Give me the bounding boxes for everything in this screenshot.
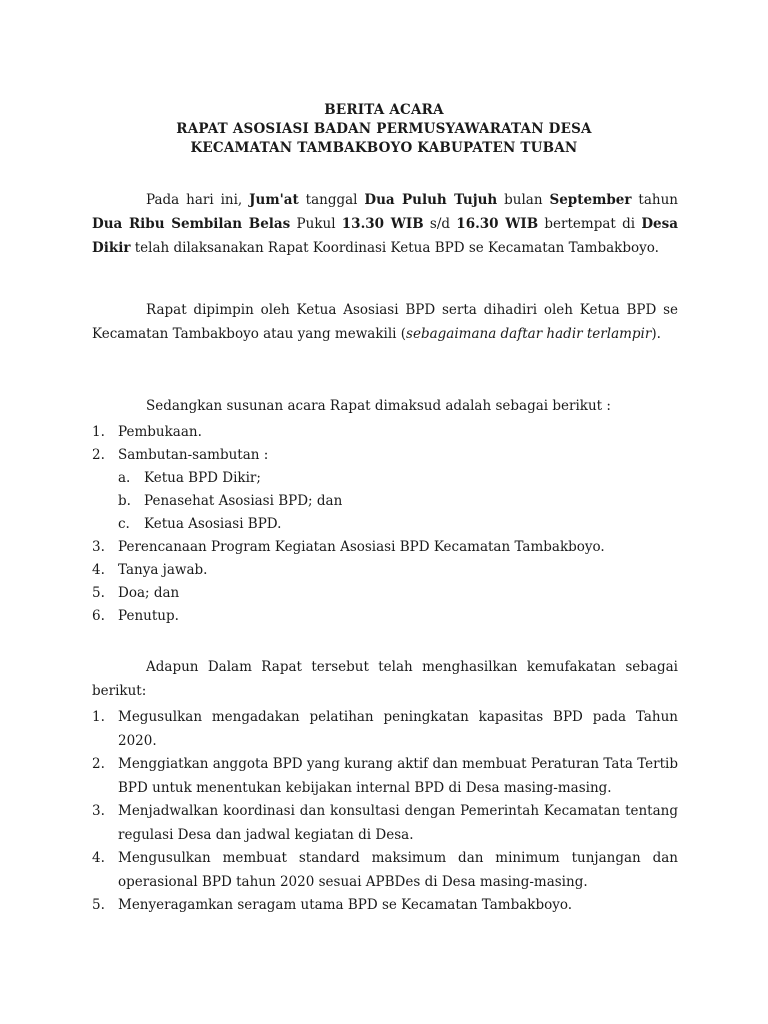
agenda-list xyxy=(92,421,678,628)
meeting-start-time: 13.30 WIB xyxy=(341,216,424,232)
list-number: 5. xyxy=(92,897,105,913)
list-item-text: Perencanaan Program Kegiatan Asosiasi BPD Kecamatan Tambakboyo. xyxy=(118,539,605,555)
text-segment: tanggal xyxy=(298,192,365,208)
list-number: 1. xyxy=(92,424,105,440)
list-item-text: Mengusulkan membuat standard maksimum dan minimum tunjangan dan operasional BPD tahun 2020 sesuai APBDes di Desa masing-masing. xyxy=(118,850,678,890)
chair-paragraph xyxy=(92,298,678,346)
list-item xyxy=(92,559,678,582)
attendance-note: sebagaimana daftar hadir terlampir xyxy=(406,326,652,342)
list-number: 2. xyxy=(92,756,105,772)
list-item-text: Menjadwalkan koordinasi dan konsultasi dengan Pemerintah Kecamatan tentang regulasi Desa dan jadwal kegiatan di Desa. xyxy=(118,803,678,843)
meeting-month: September xyxy=(549,192,632,208)
list-item xyxy=(92,894,678,918)
list-number: 5. xyxy=(92,585,105,601)
list-item xyxy=(92,800,678,847)
sub-list-item-text: Ketua Asosiasi BPD. xyxy=(144,516,282,532)
list-item xyxy=(92,706,678,753)
list-item xyxy=(92,444,678,536)
sub-list-item-text: Ketua BPD Dikir; xyxy=(144,470,261,486)
sub-list-item xyxy=(118,467,678,490)
meeting-date: Dua Puluh Tujuh xyxy=(364,192,498,208)
agenda-intro-text: Sedangkan susunan acara Rapat dimaksud adalah sebagai berikut : xyxy=(146,398,611,414)
list-item-text: Menggiatkan anggota BPD yang kurang aktif dan membuat Peraturan Tata Tertib BPD untuk menentukan kebijakan internal BPD di Desa masing-masing. xyxy=(118,756,678,796)
list-item-text: Pembukaan. xyxy=(118,424,202,440)
sub-list-letter: c. xyxy=(118,516,130,532)
text-segment: s/d xyxy=(423,216,457,232)
document-title: BERITA ACARA xyxy=(324,102,444,118)
text-segment: Pukul xyxy=(290,216,342,232)
agenda-intro-paragraph xyxy=(92,394,678,418)
list-number: 1. xyxy=(92,709,105,725)
text-segment: Rapat dipimpin oleh Ketua Asosiasi BPD serta dihadiri oleh Ketua BPD se Kecamatan Tambakboyo atau yang mewakili ( xyxy=(92,302,678,342)
list-item xyxy=(92,753,678,800)
list-item xyxy=(92,605,678,628)
document-subtitle-line-1: RAPAT ASOSIASI BADAN PERMUSYAWARATAN DESA xyxy=(176,121,592,137)
sub-list-item-text: Penasehat Asosiasi BPD; dan xyxy=(144,493,343,509)
list-item-text: Doa; dan xyxy=(118,585,180,601)
sub-list-item xyxy=(118,490,678,513)
text-segment: ). xyxy=(651,326,661,342)
list-item xyxy=(92,421,678,444)
list-item-text: Megusulkan mengadakan pelatihan peningkatan kapasitas BPD pada Tahun 2020. xyxy=(118,709,678,749)
text-segment: bulan xyxy=(497,192,550,208)
list-item xyxy=(92,536,678,559)
list-number: 4. xyxy=(92,562,105,578)
meeting-end-time: 16.30 WIB xyxy=(456,216,539,232)
list-number: 2. xyxy=(92,447,105,463)
text-segment: Pada hari ini, xyxy=(146,192,250,208)
meeting-place: Desa Dikir xyxy=(92,216,678,256)
sub-list xyxy=(118,467,678,536)
text-segment: telah dilaksanakan Rapat Koordinasi Ketua BPD se Kecamatan Tambakboyo. xyxy=(130,240,659,256)
meeting-year: Dua Ribu Sembilan Belas xyxy=(92,216,291,232)
document-subtitle-line-2: KECAMATAN TAMBAKBOYO KABUPATEN TUBAN xyxy=(190,140,578,156)
list-item-text: Menyeragamkan seragam utama BPD se Kecamatan Tambakboyo. xyxy=(118,897,573,913)
list-number: 3. xyxy=(92,539,105,555)
list-number: 4. xyxy=(92,850,105,866)
results-list xyxy=(92,706,678,918)
list-item-text: Sambutan-sambutan : xyxy=(118,447,269,463)
text-segment: tahun xyxy=(631,192,678,208)
results-intro-paragraph xyxy=(92,655,678,703)
opening-paragraph xyxy=(92,188,678,260)
text-segment: bertempat di xyxy=(538,216,642,232)
list-number: 3. xyxy=(92,803,105,819)
list-number: 6. xyxy=(92,608,105,624)
sub-list-letter: b. xyxy=(118,493,131,509)
list-item-text: Tanya jawab. xyxy=(118,562,208,578)
results-intro-text: Adapun Dalam Rapat tersebut telah menghasilkan kemufakatan sebagai berikut: xyxy=(92,659,678,699)
meeting-day: Jum'at xyxy=(249,192,299,208)
list-item xyxy=(92,847,678,894)
sub-list-letter: a. xyxy=(118,470,131,486)
list-item-text: Penutup. xyxy=(118,608,179,624)
list-item xyxy=(92,582,678,605)
sub-list-item xyxy=(118,513,678,536)
